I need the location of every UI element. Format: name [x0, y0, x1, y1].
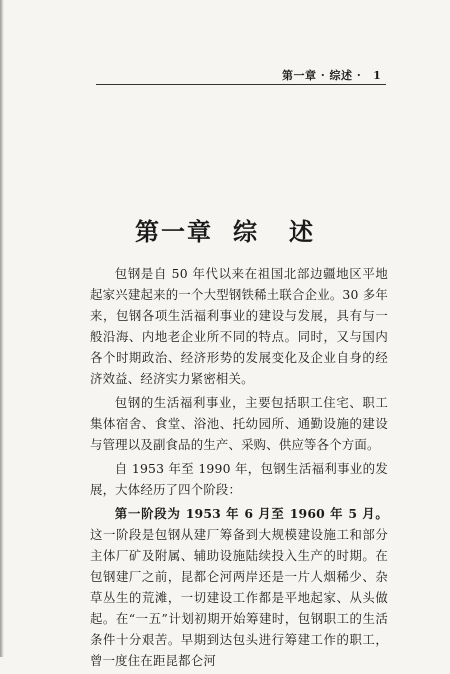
body-text: [90, 263, 388, 674]
running-head: [282, 67, 381, 83]
paragraph: 包钢的生活福利事业，主要包括职工住宅、职工集体宿舍、食堂、浴池、托幼园所、通勤设施的建设与管理以及副食品的生产、采购、供应等各个方面。: [90, 395, 388, 452]
paragraph: 自 1953 年至 1990 年，包钢生活福利事业的发展，大体经历了四个阶段：: [90, 461, 388, 497]
header-rule: [96, 84, 386, 85]
page-binding-edge: [0, 0, 4, 657]
paragraph: 包钢是自 50 年代以来在祖国北部边疆地区平地起家兴建起来的一个大型钢铁稀土联合企业。30 多年来，包钢各项生活福利事业的建设与发展，具有与一般沿海、内地老企业所不同的特点。同时，又与国内各个时期政治、经济形势的发展变化及企业自身的经济效益、经济实力紧密相关。: [90, 266, 388, 386]
chapter-title-part2: 述: [289, 217, 315, 246]
paragraph-lead: 第一阶段为 1953 年 6 月至 1960 年 5 月。: [114, 506, 388, 521]
page-number: 1: [373, 69, 382, 82]
running-head-title: 第一章 · 综述 ·: [282, 69, 362, 82]
chapter-number: 第一章: [135, 217, 213, 246]
paragraph: 第一阶段为 1953 年 6 月至 1960 年 5 月。这一阶段是包钢从建厂筹备到大规模建设施工和部分主体厂矿及附属、辅助设施陆续投入生产的时期。在包钢建厂之前，昆都仑河两岸还是一片人烟稀少、杂草丛生的荒滩，一切建设工作都是平地起家、从头做起。在“一五”计划初期开始筹建时，包钢职工的生活条件十分艰苦。早期到达包头进行筹建工作的职工，曾一度住在距昆都仑河: [90, 506, 388, 668]
chapter-title: [0, 212, 450, 247]
chapter-title-part1: 综: [233, 217, 259, 246]
